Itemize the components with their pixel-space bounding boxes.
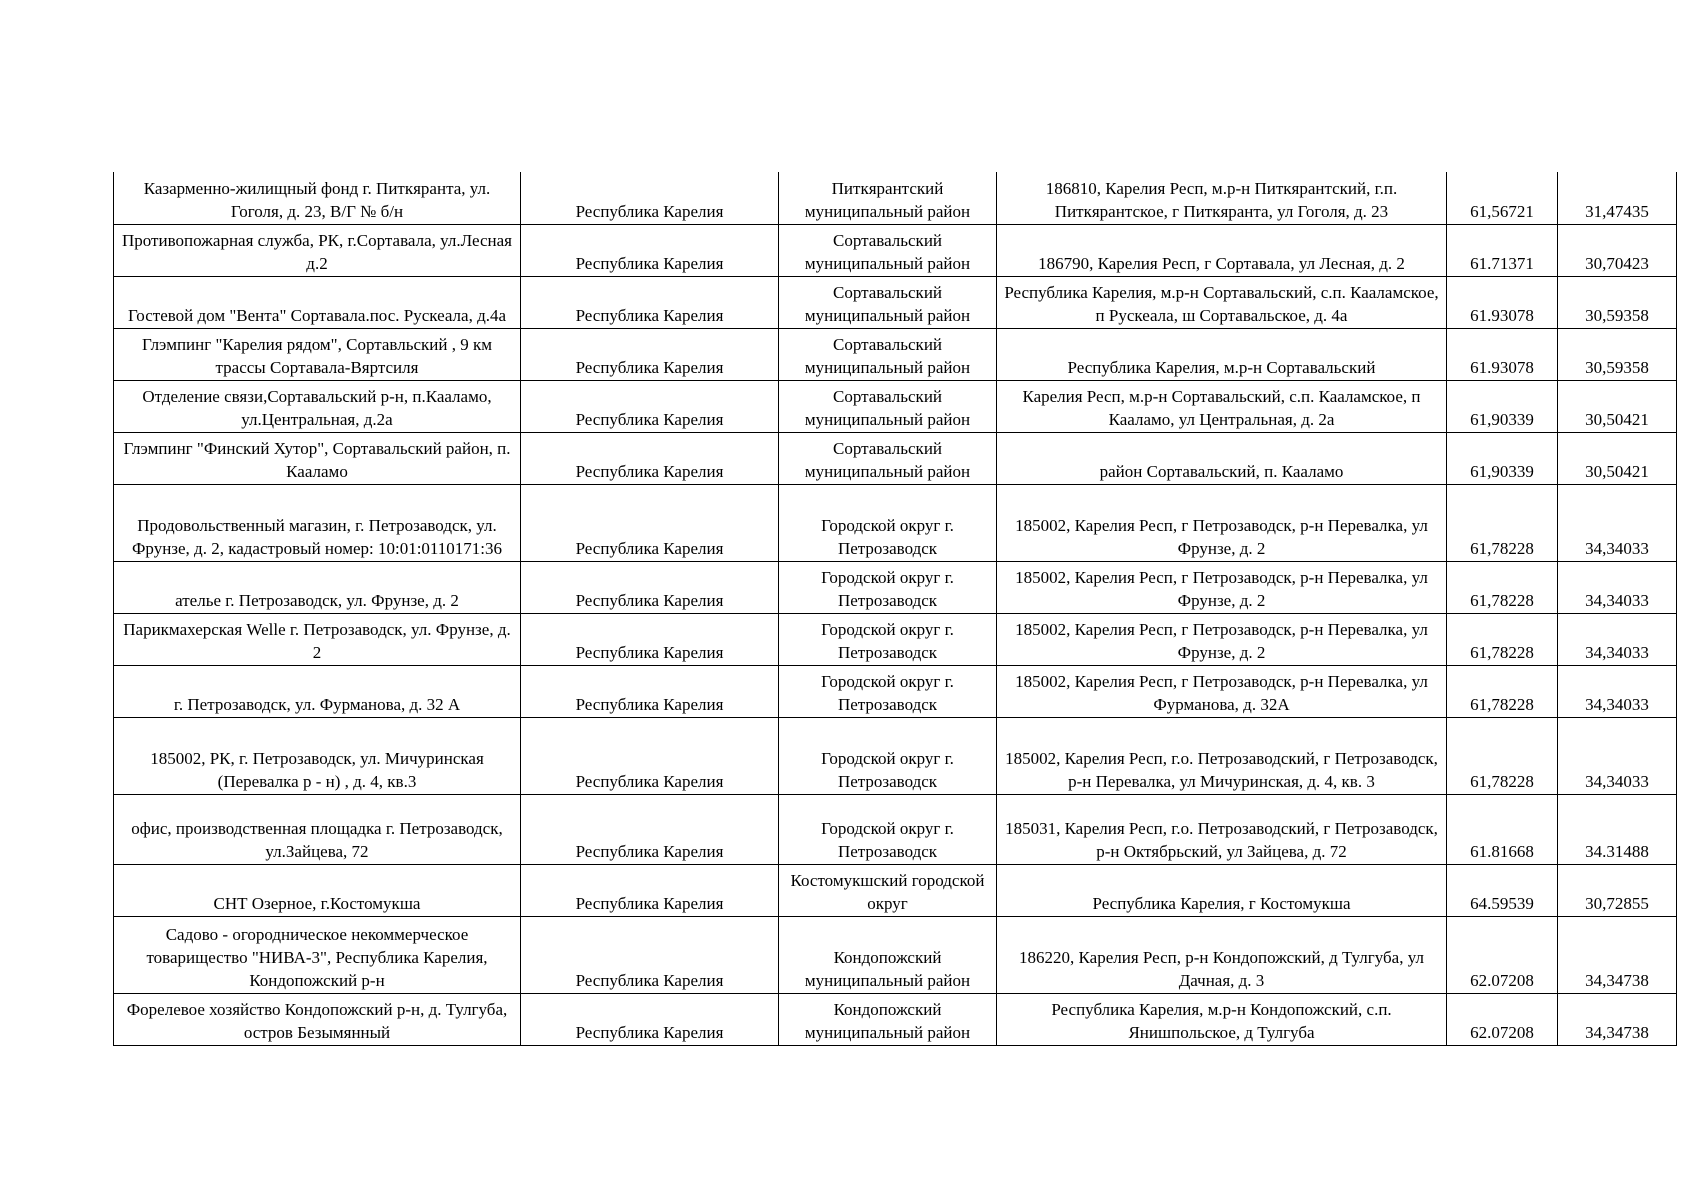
cell-longitude: 30,50421 — [1558, 380, 1677, 432]
cell-latitude: 61,90339 — [1447, 380, 1558, 432]
cell-address: 185002, Карелия Респ, г Петрозаводск, р-н Перевалка, ул Фрунзе, д. 2 — [997, 613, 1447, 665]
cell-district: Сортавальский муниципальный район — [779, 380, 997, 432]
table-row — [114, 484, 1677, 561]
cell-object-name: Глэмпинг "Финский Хутор", Сортавальский район, п. Кааламо — [114, 432, 521, 484]
cell-district: Городской округ г. Петрозаводск — [779, 665, 997, 717]
cell-address: район Сортавальский, п. Кааламо — [997, 432, 1447, 484]
cell-latitude: 61.71371 — [1447, 224, 1558, 276]
cell-address: 185002, Карелия Респ, г Петрозаводск, р-н Перевалка, ул Фрунзе, д. 2 — [997, 561, 1447, 613]
cell-district: Сортавальский муниципальный район — [779, 432, 997, 484]
cell-address: Республика Карелия, г Костомукша — [997, 864, 1447, 916]
cell-district: Сортавальский муниципальный район — [779, 328, 997, 380]
cell-region: Республика Карелия — [521, 717, 779, 794]
cell-object-name: ателье г. Петрозаводск, ул. Фрунзе, д. 2 — [114, 561, 521, 613]
cell-longitude: 34,34738 — [1558, 993, 1677, 1045]
cell-object-name: Отделение связи,Сортавальский р-н, п.Кааламо, ул.Центральная, д.2а — [114, 380, 521, 432]
cell-latitude: 62.07208 — [1447, 993, 1558, 1045]
cell-latitude: 61,78228 — [1447, 484, 1558, 561]
cell-longitude: 30,70423 — [1558, 224, 1677, 276]
cell-region: Республика Карелия — [521, 665, 779, 717]
cell-region: Республика Карелия — [521, 613, 779, 665]
table-row — [114, 717, 1677, 794]
cell-object-name: СНТ Озерное, г.Костомукша — [114, 864, 521, 916]
cell-latitude: 62.07208 — [1447, 916, 1558, 993]
cell-object-name: Парикмахерская Welle г. Петрозаводск, ул. Фрунзе, д. 2 — [114, 613, 521, 665]
table-row — [114, 665, 1677, 717]
cell-address: Республика Карелия, м.р-н Сортавальский — [997, 328, 1447, 380]
cell-region: Республика Карелия — [521, 276, 779, 328]
cell-longitude: 34,34738 — [1558, 916, 1677, 993]
cell-region: Республика Карелия — [521, 864, 779, 916]
cell-longitude: 30,59358 — [1558, 328, 1677, 380]
cell-object-name: Гостевой дом "Вента" Сортавала.пос. Рускеала, д.4а — [114, 276, 521, 328]
cell-longitude: 34,34033 — [1558, 665, 1677, 717]
cell-object-name: Садово - огородническое некоммерческое товарищество "НИВА-3", Республика Карелия, Кондопожский р-н — [114, 916, 521, 993]
cell-latitude: 61,78228 — [1447, 613, 1558, 665]
cell-latitude: 61,78228 — [1447, 717, 1558, 794]
cell-district: Городской округ г. Петрозаводск — [779, 561, 997, 613]
table-row — [114, 380, 1677, 432]
cell-object-name: Противопожарная служба, РК, г.Сортавала, ул.Лесная д.2 — [114, 224, 521, 276]
cell-region: Республика Карелия — [521, 224, 779, 276]
cell-district: Питкярантский муниципальный район — [779, 172, 997, 224]
cell-object-name: Глэмпинг "Карелия рядом", Сортавльский , 9 км трассы Сортавала-Вяртсиля — [114, 328, 521, 380]
cell-district: Городской округ г. Петрозаводск — [779, 484, 997, 561]
cell-longitude: 30,50421 — [1558, 432, 1677, 484]
table-row — [114, 613, 1677, 665]
table-row — [114, 916, 1677, 993]
cell-object-name: 185002, РК, г. Петрозаводск, ул. Мичуринская (Перевалка р - н) , д. 4, кв.3 — [114, 717, 521, 794]
cell-longitude: 34.31488 — [1558, 794, 1677, 864]
cell-longitude: 34,34033 — [1558, 613, 1677, 665]
cell-object-name: Казарменно-жилищный фонд г. Питкяранта, ул. Гоголя, д. 23, В/Г № б/н — [114, 172, 521, 224]
cell-address: 186220, Карелия Респ, р-н Кондопожский, д Тулгуба, ул Дачная, д. 3 — [997, 916, 1447, 993]
cell-address: 186810, Карелия Респ, м.р-н Питкярантский, г.п. Питкярантское, г Питкяранта, ул Гоголя, д. 23 — [997, 172, 1447, 224]
cell-longitude: 34,34033 — [1558, 717, 1677, 794]
cell-latitude: 61.81668 — [1447, 794, 1558, 864]
cell-latitude: 61,90339 — [1447, 432, 1558, 484]
cell-district: Сортавальский муниципальный район — [779, 276, 997, 328]
cell-region: Республика Карелия — [521, 794, 779, 864]
cell-address: 185002, Карелия Респ, г Петрозаводск, р-н Перевалка, ул Фрунзе, д. 2 — [997, 484, 1447, 561]
cell-district: Кондопожский муниципальный район — [779, 916, 997, 993]
cell-longitude: 34,34033 — [1558, 484, 1677, 561]
cell-latitude: 61,78228 — [1447, 665, 1558, 717]
cell-longitude: 31,47435 — [1558, 172, 1677, 224]
cell-region: Республика Карелия — [521, 172, 779, 224]
cell-longitude: 30,59358 — [1558, 276, 1677, 328]
cell-address: Республика Карелия, м.р-н Кондопожский, с.п. Янишпольское, д Тулгуба — [997, 993, 1447, 1045]
table-row — [114, 432, 1677, 484]
register-table — [113, 172, 1677, 1046]
cell-district: Костомукшский городской округ — [779, 864, 997, 916]
table-row — [114, 172, 1677, 224]
cell-district: Кондопожский муниципальный район — [779, 993, 997, 1045]
cell-district: Городской округ г. Петрозаводск — [779, 613, 997, 665]
cell-address: Республика Карелия, м.р-н Сортавальский, с.п. Кааламское, п Рускеала, ш Сортавальское, д. 4а — [997, 276, 1447, 328]
table-row — [114, 794, 1677, 864]
cell-region: Республика Карелия — [521, 432, 779, 484]
cell-region: Республика Карелия — [521, 328, 779, 380]
cell-address: 186790, Карелия Респ, г Сортавала, ул Лесная, д. 2 — [997, 224, 1447, 276]
table-row — [114, 276, 1677, 328]
register-table-body — [114, 172, 1677, 1045]
cell-address: 185031, Карелия Респ, г.о. Петрозаводский, г Петрозаводск, р-н Октябрьский, ул Зайцева, д. 72 — [997, 794, 1447, 864]
cell-longitude: 34,34033 — [1558, 561, 1677, 613]
cell-district: Городской округ г. Петрозаводск — [779, 717, 997, 794]
cell-address: 185002, Карелия Респ, г Петрозаводск, р-н Перевалка, ул Фурманова, д. 32А — [997, 665, 1447, 717]
table-row — [114, 993, 1677, 1045]
cell-object-name: Форелевое хозяйство Кондопожский р-н, д. Тулгуба, остров Безымянный — [114, 993, 521, 1045]
cell-address: 185002, Карелия Респ, г.о. Петрозаводский, г Петрозаводск, р-н Перевалка, ул Мичуринская, д. 4, кв. 3 — [997, 717, 1447, 794]
cell-region: Республика Карелия — [521, 561, 779, 613]
cell-latitude: 61,56721 — [1447, 172, 1558, 224]
cell-region: Республика Карелия — [521, 380, 779, 432]
cell-latitude: 61,78228 — [1447, 561, 1558, 613]
cell-latitude: 61.93078 — [1447, 328, 1558, 380]
cell-object-name: г. Петрозаводск, ул. Фурманова, д. 32 А — [114, 665, 521, 717]
cell-address: Карелия Респ, м.р-н Сортавальский, с.п. Кааламское, п Кааламо, ул Центральная, д. 2а — [997, 380, 1447, 432]
table-row — [114, 864, 1677, 916]
cell-longitude: 30,72855 — [1558, 864, 1677, 916]
cell-latitude: 64.59539 — [1447, 864, 1558, 916]
cell-object-name: офис, производственная площадка г. Петрозаводск, ул.Зайцева, 72 — [114, 794, 521, 864]
cell-region: Республика Карелия — [521, 484, 779, 561]
cell-latitude: 61.93078 — [1447, 276, 1558, 328]
cell-district: Городской округ г. Петрозаводск — [779, 794, 997, 864]
cell-object-name: Продовольственный магазин, г. Петрозаводск, ул. Фрунзе, д. 2, кадастровый номер: 10:01:0110171:36 — [114, 484, 521, 561]
cell-region: Республика Карелия — [521, 993, 779, 1045]
cell-district: Сортавальский муниципальный район — [779, 224, 997, 276]
cell-region: Республика Карелия — [521, 916, 779, 993]
table-row — [114, 224, 1677, 276]
table-row — [114, 328, 1677, 380]
table-row — [114, 561, 1677, 613]
